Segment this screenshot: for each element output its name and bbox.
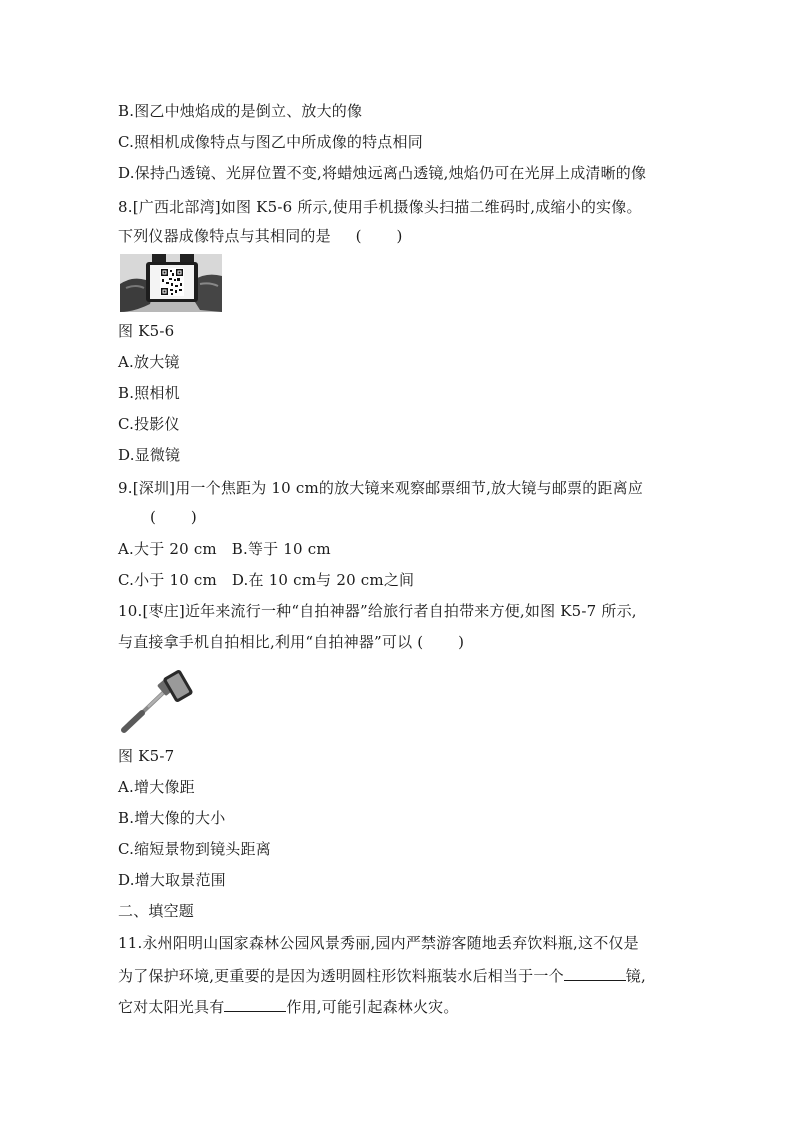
q10-stem-line2: 与直接拿手机自拍相比,利用“自拍神器”可以 ( ) [118,633,465,651]
q7-option-b: B.图乙中烛焰成的是倒立、放大的像 [118,102,363,120]
q10-option-b: B.增大像的大小 [118,809,226,827]
section-heading-fill-in: 二、填空题 [118,902,195,920]
q9-stem-line1: 9.[深圳]用一个焦距为 10 cm的放大镜来观察邮票细节,放大镜与邮票的距离应 [118,479,644,497]
qr-scan-photo [120,254,222,312]
q8-stem-line2: 下列仪器成像特点与其相同的是 ( ) [118,227,403,245]
q11-line3-text-after: 作用,可能引起森林火灾。 [286,998,459,1016]
q9-options-line2: C.小于 10 cm D.在 10 cm与 20 cm之间 [118,571,415,589]
q7-option-d: D.保持凸透镜、光屏位置不变,将蜡烛远离凸透镜,烛焰仍可在光屏上成清晰的像 [118,164,647,182]
q10-figure-caption: 图 K5-7 [118,747,175,765]
q8-stem-line1: 8.[广西北部湾]如图 K5-6 所示,使用手机摄像头扫描二维码时,成缩小的实像。 [118,198,642,216]
q8-figure-caption: 图 K5-6 [118,322,175,340]
q11-line2-text-before: 为了保护环境,更重要的是因为透明圆柱形饮料瓶装水后相当于一个 [118,967,564,985]
q10-option-a: A.增大像距 [118,778,195,796]
q11-line2-text-after: 镜, [625,967,646,985]
q10-stem-line1: 10.[枣庄]近年来流行一种“自拍神器”给旅行者自拍带来方便,如图 K5-7 所示, [118,602,637,620]
q11-line3 [118,996,459,1017]
q8-option-c: C.投影仪 [118,415,180,433]
q8-option-d: D.显微镜 [118,446,181,464]
q9-options-line1: A.大于 20 cm B.等于 10 cm [118,540,331,558]
q11-answer-blank-1 [564,965,626,981]
q10-option-d: D.增大取景范围 [118,871,226,889]
q11-answer-blank-2 [224,996,286,1012]
q11-line1: 11.永州阳明山国家森林公园风景秀丽,园内严禁游客随地丢弃饮料瓶,这不仅是 [118,934,639,952]
q11-line2 [118,965,646,986]
selfie-stick-image [118,666,194,736]
q7-option-c: C.照相机成像特点与图乙中所成像的特点相同 [118,133,423,151]
q8-option-b: B.照相机 [118,384,180,402]
q9-stem-line2: ( ) [150,508,197,526]
q10-option-c: C.缩短景物到镜头距离 [118,840,271,858]
q8-option-a: A.放大镜 [118,353,180,371]
q11-line3-text-before: 它对太阳光具有 [118,998,225,1016]
